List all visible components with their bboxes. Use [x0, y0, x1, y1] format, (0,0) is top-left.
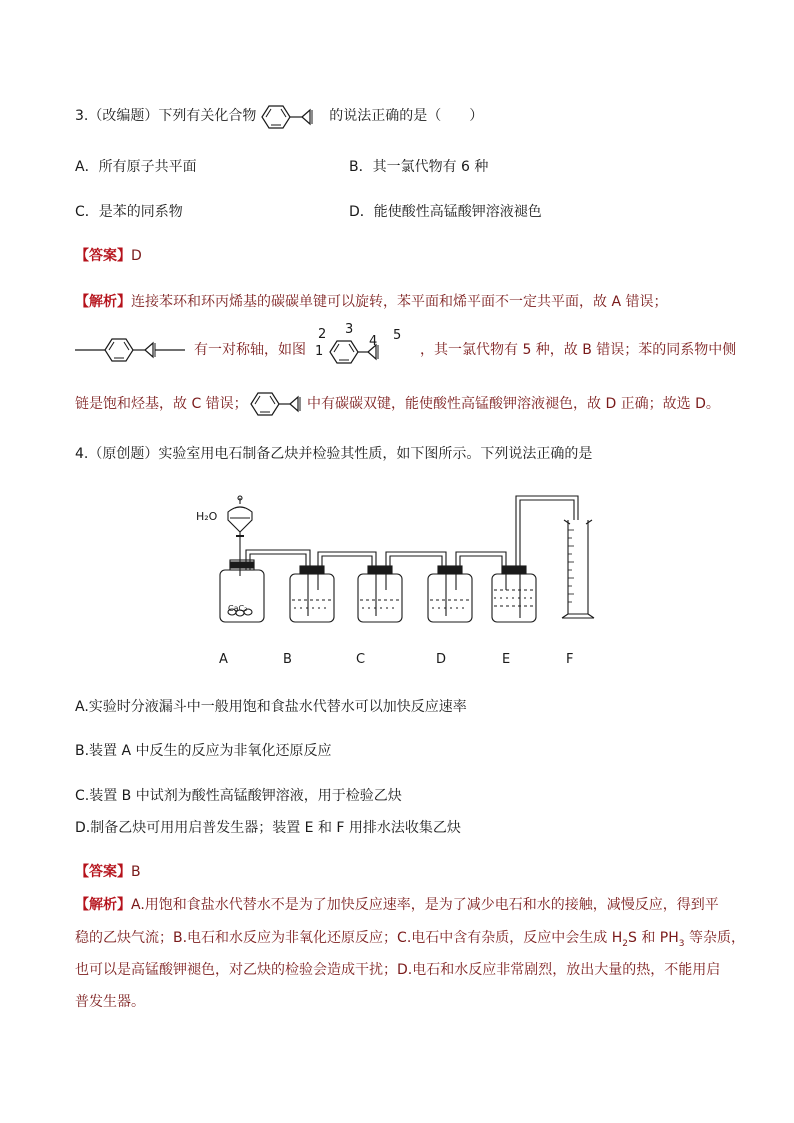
- q4-answer-label: 【答案】: [75, 864, 131, 880]
- q3-structure-inline-icon: [245, 389, 307, 419]
- q3-axis-structure-icon: [75, 335, 190, 365]
- q3-option-b: B．其一氯代物有 6 种: [349, 159, 489, 175]
- q3-answer: [75, 246, 142, 266]
- q4-analysis-text1: A.用饱和食盐水代替水不是为了加快反应速率，是为了减少电石和水的接触，减慢反应，得到平: [131, 897, 719, 913]
- q4-analysis-sub1: 2: [622, 938, 628, 949]
- q3-analysis-label: 【解析】: [75, 294, 131, 310]
- apparatus-label-c: C: [356, 652, 366, 667]
- q4-analysis-line3: 也可以是高锰酸钾褪色，对乙炔的检验会造成干扰；D.电石和水反应非常剧烈，放出大量的热，不能用启: [75, 962, 721, 978]
- apparatus-figure: [190, 490, 610, 630]
- q3-stem-before: 3.（改编题）下列有关化合物: [75, 108, 257, 124]
- q4-analysis-text2c: 等杂质，: [684, 930, 745, 946]
- q3-number-5: 5: [393, 328, 402, 343]
- q3-option-d: D．能使酸性高锰酸钾溶液褪色: [349, 204, 542, 220]
- q4-option-b: B.装置 A 中反生的反应为非氧化还原反应: [75, 743, 332, 759]
- q4-analysis-line1: [75, 895, 719, 915]
- q4-analysis-sub2: 3: [678, 938, 685, 949]
- apparatus-label-b: B: [283, 652, 292, 667]
- q4-option-c: C.装置 B 中试剂为酸性高锰酸钾溶液，用于检验乙炔: [75, 788, 402, 804]
- q3-option-c: C．是苯的同系物: [75, 204, 183, 220]
- q3-number-2: 2: [318, 327, 327, 342]
- apparatus-label-e: E: [502, 652, 511, 667]
- q3-answer-label: 【答案】: [75, 248, 131, 264]
- q4-analysis-text2a: 稳的乙炔气流；B.电石和水反应为非氧化还原反应；C.电石中含有杂质，反应中会生成 H: [75, 930, 623, 946]
- q3-number-3: 3: [345, 322, 354, 337]
- q4-analysis-line4: 普发生器。: [75, 994, 145, 1010]
- q3-analysis-text3b: 中有碳碳双键，能使酸性高锰酸钾溶液褪色，故 D 正确；故选 D。: [307, 396, 720, 412]
- calcium-carbide-label: CaC₂: [228, 604, 248, 613]
- q3-answer-value: D: [131, 248, 142, 264]
- q3-analysis-text2a: 有一对称轴，如图: [194, 342, 306, 358]
- q3-structure-icon: [252, 102, 318, 132]
- apparatus-label-a: A: [219, 652, 228, 667]
- q4-answer-value: B: [131, 864, 141, 880]
- water-label: H₂O: [196, 510, 218, 523]
- q3-option-a: A．所有原子共平面: [75, 159, 197, 175]
- q4-analysis-line2: [75, 928, 745, 954]
- q4-stem: 4.（原创题）实验室用电石制备乙炔并检验其性质，如下图所示。下列说法正确的是: [75, 446, 593, 462]
- q4-answer: [75, 862, 141, 882]
- q3-analysis-text2b: ，其一氯代物有 5 种，故 B 错误；苯的同系物中侧: [420, 342, 737, 358]
- q3-number-4: 4: [369, 334, 378, 349]
- q4-analysis-text2b: S 和 PH: [628, 930, 679, 946]
- q3-analysis-text3a: 链是饱和烃基，故 C 错误；: [75, 396, 248, 412]
- q3-number-1: 1: [315, 344, 324, 359]
- q3-analysis-text1: 连接苯环和环丙烯基的碳碳单键可以旋转，苯平面和烯平面不一定共平面，故 A 错误；: [131, 294, 668, 310]
- apparatus-label-d: D: [436, 652, 447, 667]
- q4-analysis-label: 【解析】: [75, 897, 131, 913]
- q3-stem-after: 的说法正确的是（ ）: [329, 108, 484, 124]
- q4-option-d: D.制备乙炔可用用启普发生器；装置 E 和 F 用排水法收集乙炔: [75, 820, 461, 836]
- apparatus-label-f: F: [566, 652, 574, 667]
- q3-analysis-line1: [75, 292, 667, 312]
- q4-option-a: A.实验时分液漏斗中一般用饱和食盐水代替水可以加快反应速率: [75, 699, 467, 715]
- q3-numbered-structure-icon: [322, 332, 392, 366]
